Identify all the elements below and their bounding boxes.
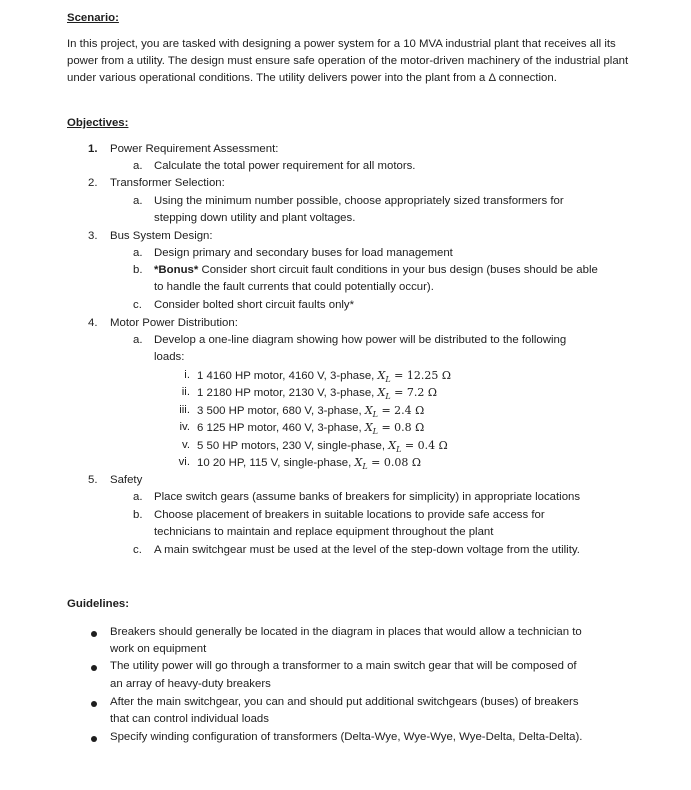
sub-item-text-cont: technicians to maintain and replace equipment throughout the plant (154, 526, 494, 538)
reactance-sub: L (385, 375, 391, 385)
motor-roman: iii. (179, 404, 190, 416)
guideline-text: Specify winding configuration of transformers (Delta-Wye, Wye-Wye, Wye-Delta, Delta-Delta). (110, 731, 583, 743)
objective-number: 4. (88, 317, 98, 329)
reactance-value: = 0.08 Ω (367, 456, 421, 469)
reactance-var: X (364, 421, 373, 434)
guideline-text-cont: an array of heavy-duty breakers (110, 678, 271, 690)
sub-item-text: Design primary and secondary buses for load management (154, 247, 453, 259)
sub-item-text-cont: to handle the fault currents that could potentially occur). (154, 281, 434, 293)
sub-item-text: Consider bolted short circuit faults only* (154, 299, 355, 311)
objective-number: 3. (88, 230, 98, 242)
sub-item-letter: a. (133, 160, 143, 172)
bonus-label: *Bonus* (154, 264, 199, 276)
reactance-var: X (354, 456, 363, 469)
reactance-sub: L (396, 445, 402, 455)
scenario-heading: Scenario: (67, 12, 119, 24)
motor-spec (197, 421, 424, 436)
reactance-value: = 12.25 Ω (390, 369, 451, 382)
bullet-dot (91, 631, 97, 637)
motor-spec (197, 369, 451, 384)
guideline-text: Breakers should generally be located in the diagram in places that would allow a technician to (110, 626, 582, 638)
sub-item-letter: a. (133, 195, 143, 207)
objective-title: Bus System Design: (110, 230, 213, 242)
motor-spec (197, 439, 448, 454)
reactance-var: X (377, 386, 386, 399)
sub-item-letter: c. (133, 299, 142, 311)
bullet-dot (91, 665, 97, 671)
motor-roman: vi. (178, 456, 190, 468)
guidelines-heading: Guidelines: (67, 598, 130, 610)
reactance (364, 421, 425, 437)
bonus-text: Consider short circuit fault conditions in your bus design (buses should be able (198, 264, 598, 276)
motor-text: 1 2180 HP motor, 2130 V, 3-phase, (197, 387, 378, 399)
reactance-var: X (377, 369, 386, 382)
sub-item-text-cont: loads: (154, 351, 185, 363)
sub-item-letter: a. (133, 334, 143, 346)
reactance (364, 404, 425, 420)
reactance (354, 456, 421, 472)
objectives-heading: Objectives: (67, 117, 129, 129)
motor-spec (197, 456, 421, 471)
sub-item-letter: c. (133, 544, 142, 556)
motor-roman: v. (181, 439, 190, 451)
reactance-value: = 0.8 Ω (377, 421, 425, 434)
sub-item-text-cont: stepping down utility and plant voltages. (154, 212, 356, 224)
sub-item-text: A main switchgear must be used at the level of the step-down voltage from the utility. (154, 544, 580, 556)
objective-title: Transformer Selection: (110, 177, 225, 189)
sub-item-letter: b. (133, 264, 143, 276)
objective-title: Power Requirement Assessment: (110, 143, 279, 155)
guideline-text: After the main switchgear, you can and should put additional switchgears (buses) of breakers (110, 696, 579, 708)
sub-item-text: Using the minimum number possible, choose appropriately sized transformers for (154, 195, 564, 207)
bullet-dot (91, 701, 97, 707)
motor-roman: iv. (179, 421, 190, 433)
reactance-sub: L (372, 427, 378, 437)
bullet-dot (91, 736, 97, 742)
sub-item-text (154, 264, 598, 276)
sub-item-text: Develop a one-line diagram showing how power will be distributed to the following (154, 334, 567, 346)
reactance-var: X (364, 404, 373, 417)
sub-item-letter: a. (133, 491, 143, 503)
guideline-text-cont: work on equipment (110, 643, 207, 655)
sub-item-letter: a. (133, 247, 143, 259)
motor-text: 5 50 HP motors, 230 V, single-phase, (197, 440, 389, 452)
motor-spec (197, 404, 424, 419)
reactance-sub: L (372, 410, 378, 420)
reactance-sub: L (385, 392, 391, 402)
motor-roman: i. (184, 369, 190, 381)
motor-text: 1 4160 HP motor, 4160 V, 3-phase, (197, 370, 378, 382)
sub-item-text: Place switch gears (assume banks of breakers for simplicity) in appropriate locations (154, 491, 581, 503)
reactance (377, 369, 451, 385)
reactance-value: = 2.4 Ω (377, 404, 425, 417)
objective-title: Motor Power Distribution: (110, 317, 238, 329)
objective-number: 2. (88, 177, 98, 189)
sub-item-letter: b. (133, 509, 143, 521)
objective-number: 1. (88, 143, 98, 155)
reactance-value: = 7.2 Ω (390, 386, 437, 399)
scenario-paragraph: In this project, you are tasked with designing a power system for a 10 MVA industrial plant that receives all its power from a utility. The design must ensure safe operation of the motor-driven machinery of the industrial plant under various operational conditions. The utility delivers power into the plant from a Δ connection. (67, 38, 629, 84)
motor-text: 10 20 HP, 115 V, single-phase, (197, 457, 355, 469)
guideline-text-cont: that can control individual loads (110, 713, 269, 725)
reactance-var: X (388, 439, 397, 452)
sub-item-text: Choose placement of breakers in suitable locations to provide safe access for (154, 509, 545, 521)
motor-text: 6 125 HP motor, 460 V, 3-phase, (197, 422, 365, 434)
guideline-text: The utility power will go through a transformer to a main switch gear that will be composed of (110, 660, 577, 672)
objective-title: Safety (110, 474, 143, 486)
sub-item-text: Calculate the total power requirement for all motors. (154, 160, 416, 172)
reactance-value: = 0.4 Ω (401, 439, 448, 452)
motor-roman: ii. (181, 386, 190, 398)
reactance-sub: L (362, 462, 368, 472)
reactance (388, 439, 448, 455)
motor-text: 3 500 HP motor, 680 V, 3-phase, (197, 405, 365, 417)
objective-number: 5. (88, 474, 98, 486)
reactance (377, 386, 437, 402)
motor-spec (197, 386, 437, 401)
